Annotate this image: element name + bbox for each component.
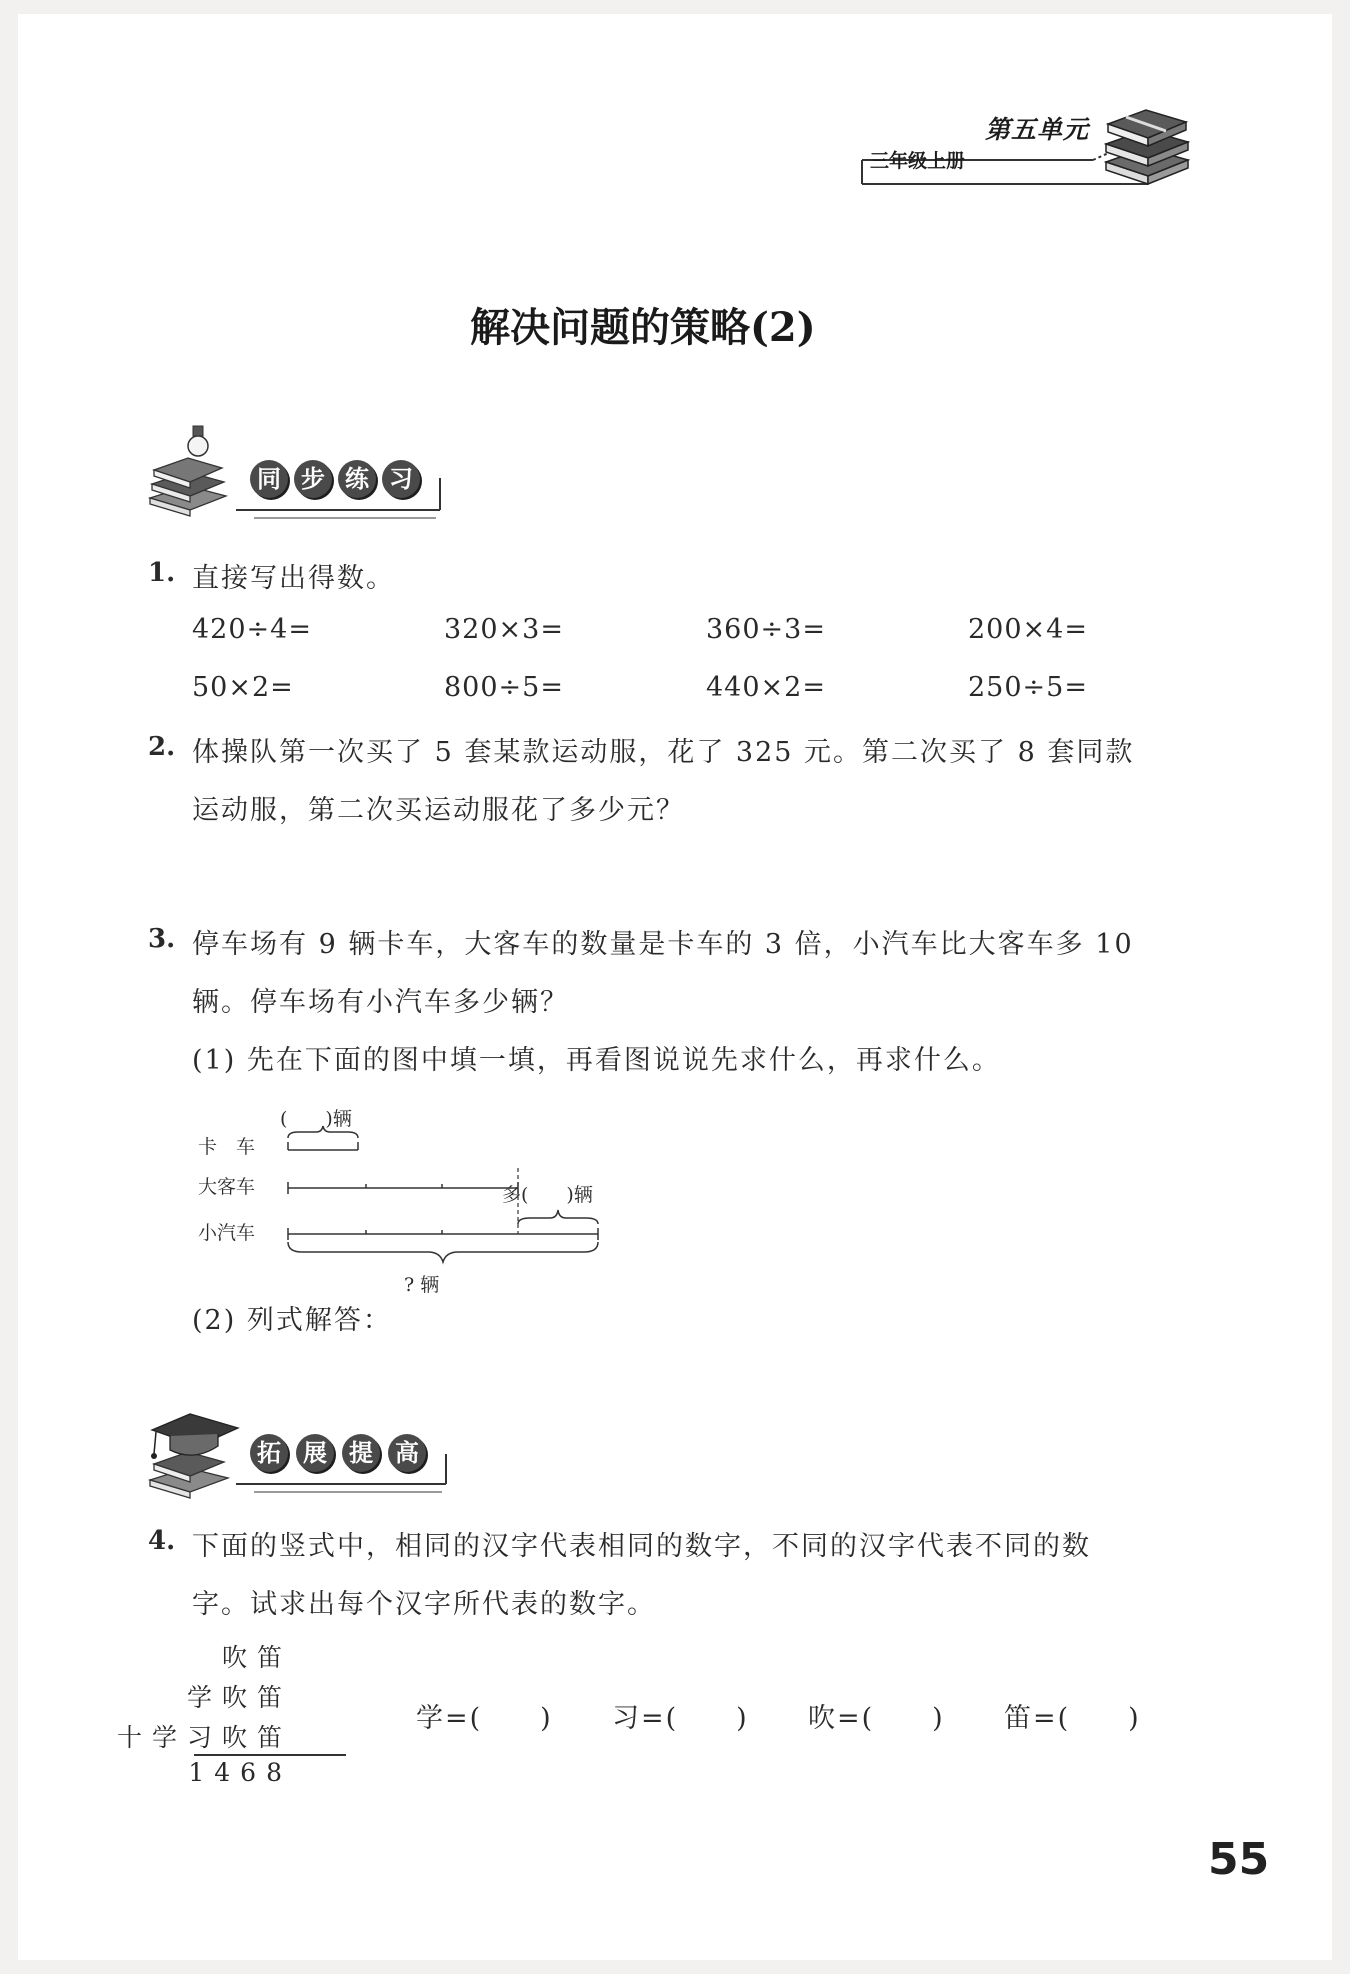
diagram-lines [278,1124,608,1274]
addend-row: 学吹笛 [186,1683,292,1712]
calc-item: 440×2= [706,672,826,703]
calc-item: 800÷5= [444,672,564,703]
workbook-page [18,14,1332,1960]
question-text-line: 运动服，第二次买运动服花了多少元？ [192,795,685,826]
question-text: 直接写出得数。 [192,563,395,594]
calc-item: 360÷3= [706,614,826,645]
question-text-line: 停车场有 9 辆卡车，大客车的数量是卡车的 3 倍，小汽车比大客车多 10 [192,929,1134,960]
banner-char: 展 [296,1434,334,1472]
more-count-blank: 多( )辆 [502,1184,593,1206]
answer-blank: 习=( ) [612,1703,749,1734]
question-number: 1. [148,558,176,588]
page-number: 55 [1208,1834,1270,1885]
question-number: 3. [148,924,176,954]
books-lamp-icon [146,422,236,518]
answer-blank: 吹=( ) [808,1703,945,1734]
calc-item: 250÷5= [968,672,1088,703]
page-title: 解决问题的策略(2) [470,304,816,351]
unit-label: 第五单元 [985,115,1090,144]
banner-char: 习 [382,460,420,498]
banner-char: 同 [250,460,288,498]
banner-char: 拓 [250,1434,288,1472]
banner-char: 高 [388,1434,426,1472]
total-label: ? 辆 [404,1274,440,1296]
question-number: 4. [148,1526,176,1556]
truck-label: 卡 车 [198,1136,256,1158]
calc-item: 320×3= [444,614,564,645]
calc-item: 420÷4= [192,614,312,645]
question-text-line: 下面的竖式中，相同的汉字代表相同的数字，不同的汉字代表不同的数 [192,1531,1091,1562]
question-number: 2. [148,732,176,762]
addend-row: 十学习吹笛 [116,1723,292,1752]
book-stack-icon [1100,102,1192,188]
answer-blank: 笛=( ) [1004,1703,1141,1734]
bus-label: 大客车 [198,1176,256,1198]
sub-question: (2) 列式解答： [192,1305,392,1336]
calc-item: 200×4= [968,614,1088,645]
question-text-line: 字。试求出每个汉字所代表的数字。 [192,1589,656,1620]
sum-line [194,1754,346,1756]
question-text-line: 辆。停车场有小汽车多少辆？ [192,987,569,1018]
sub-question: (1) 先在下面的图中填一填，再看图说说先求什么，再求什么。 [192,1045,1001,1076]
answer-blank: 学=( ) [416,1703,553,1734]
calc-item: 50×2= [192,672,294,703]
sum-row: 1468 [188,1758,292,1787]
banner-char: 提 [342,1434,380,1472]
addend-row: 吹笛 [221,1643,292,1672]
question-text-line: 体操队第一次买了 5 套某款运动服，花了 325 元。第二次买了 8 套同款 [192,737,1135,768]
grade-label: 三年级上册 [870,150,966,172]
banner-char: 步 [294,460,332,498]
graduation-cap-icon [146,1406,242,1502]
truck-count-blank: ( )辆 [280,1108,352,1130]
car-label: 小汽车 [198,1222,256,1244]
banner-char: 练 [338,460,376,498]
